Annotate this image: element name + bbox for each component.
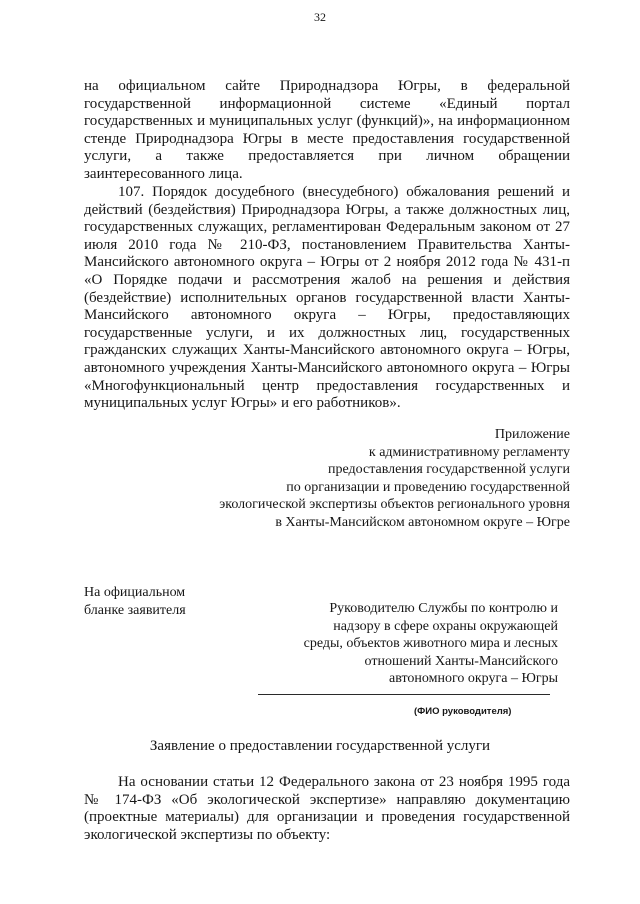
letterhead-line: бланке заявителя [84,602,186,618]
appendix-line: в Ханты-Мансийском автономном округе – Югре [275,514,570,530]
document-heading: Заявление о предоставлении государственной услуги [149,738,491,754]
addressee-line: надзору в сфере охраны окружающей [333,618,558,634]
paragraph-text: 107. Порядок досудебного (внесудебного) обжалования решений и действий (бездействия) Природнадзора Югры, а также должностных лиц, государственных служащих, регламентирован Федеральным законом от 27 июля 2010 года № 210-ФЗ, постановлением Правительства Ханты-Мансийского автономного округа – Югры от 2 ноября 2012 года № 431-п «О Порядке подачи и рассмотрения жалоб на решения и действия (бездействие) исполнительных органов государственной власти Ханты-Мансийского автономного округа – Югры, предоставляющих государственные услуги, и их должностных лиц, государственных гражданских служащих Ханты-Мансийского автономного округа – Югры, автономного учреждения Ханты-Мансийского автономного округа – Югры «Многофункциональный центр предоставления государственных и муниципальных услуг Югры» и его работников». [84,184,570,412]
paragraph-continuation [84,78,570,184]
appendix-line: предоставления государственной услуги [328,462,570,478]
paragraph-text: На основании статьи 12 Федерального закона от 23 ноября 1995 года № 174-ФЗ «Об экологической экспертизе» направляю документацию (проектные материалы) для организации и проведения государственной экологической экспертизы по объекту: [84,774,570,843]
signature-line [258,694,550,695]
signature-caption: (ФИО руководителя) [414,706,512,717]
addressee-line: автономного округа – Югры [389,671,558,687]
addressee-line: отношений Ханты-Мансийского [364,653,558,669]
paragraph-request [84,774,570,844]
addressee-line: среды, объектов животного мира и лесных [303,636,558,652]
paragraph-107 [84,184,570,413]
appendix-line: экологической экспертизы объектов регионального уровня [219,497,570,513]
appendix-line: по организации и проведению государственной [286,479,570,495]
addressee-line: Руководителю Службы по контролю и [329,601,558,616]
appendix-line: к административному регламенту [368,444,570,460]
letterhead-line: На официальном [84,585,186,600]
appendix-line: Приложение [494,427,570,442]
appendix-header [219,426,570,532]
paragraph-text: на официальном сайте Природнадзора Югры, в федеральной государственной информационной системе «Единый портал государственных и муниципальных услуг (функций)», на информационном стенде Природнадзора Югры в месте предоставления государственной услуги, а также предоставляется при личном обращении заинтересованного лица. [84,78,570,182]
letterhead-note [84,584,186,619]
addressee-block [304,600,558,688]
page-number: 32 [314,10,326,24]
